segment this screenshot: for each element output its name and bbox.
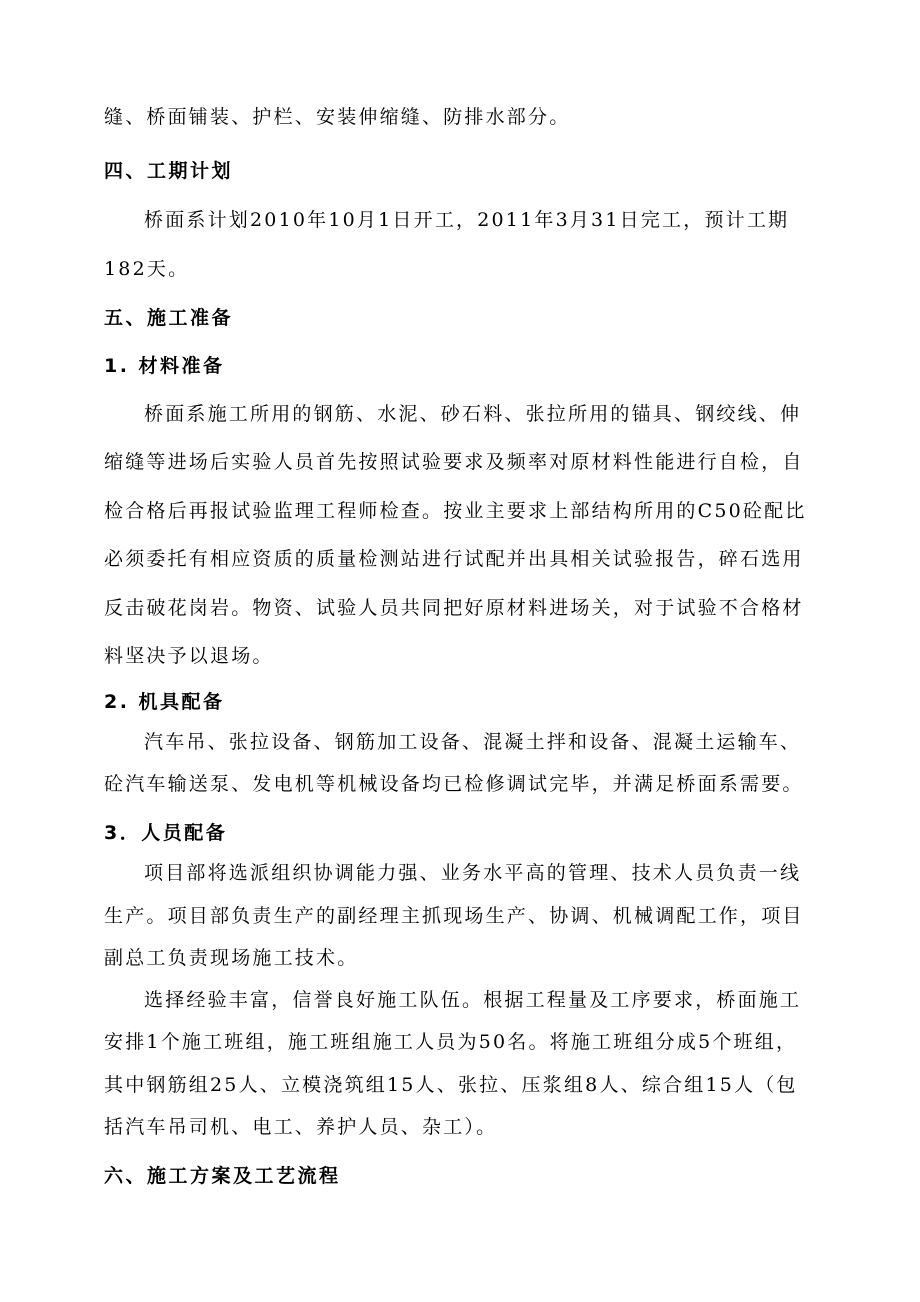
paragraph-line: 项目部将选派组织协调能力强、业务水平高的管理、技术人员负责一线 bbox=[144, 862, 802, 884]
paragraph-line: 其中钢筋组25人、立模浇筑组15人、张拉、压浆组8人、综合组15人（包 bbox=[104, 1074, 798, 1096]
paragraph-line: 反击破花岗岩。物资、试验人员共同把好原材料进场关，对于试验不合格材 bbox=[104, 597, 804, 619]
section-heading: 四、工期计划 bbox=[104, 160, 234, 182]
paragraph-line: 桥面系计划2010年10月1日开工，2011年3月31日完工，预计工期 bbox=[144, 209, 790, 231]
paragraph-line: 缝、桥面铺装、护栏、安装伸缩缝、防排水部分。 bbox=[104, 106, 571, 128]
section-heading: 五、施工准备 bbox=[104, 307, 234, 329]
paragraph-line: 桥面系施工所用的钢筋、水泥、砂石料、张拉所用的锚具、钢绞线、伸 bbox=[144, 403, 802, 425]
paragraph-line: 汽车吊、张拉设备、钢筋加工设备、混凝土拌和设备、混凝土运输车、 bbox=[144, 731, 802, 753]
paragraph-line: 砼汽车输送泵、发电机等机械设备均已检修调试完毕，并满足桥面系需要。 bbox=[104, 773, 804, 795]
subsection-heading: 1. 材料准备 bbox=[104, 355, 225, 377]
paragraph-line: 182天。 bbox=[104, 258, 190, 280]
paragraph-line: 必须委托有相应资质的质量检测站进行试配并出具相关试验报告，碎石选用 bbox=[104, 548, 804, 570]
subsection-heading: 2. 机具配备 bbox=[104, 691, 225, 713]
paragraph-line: 检合格后再报试验监理工程师检查。按业主要求上部结构所用的C50砼配比 bbox=[104, 500, 807, 522]
paragraph-line: 料坚决予以退场。 bbox=[104, 645, 274, 667]
paragraph-line: 缩缝等进场后实验人员首先按照试验要求及频率对原材料性能进行自检，自 bbox=[104, 451, 804, 473]
paragraph-line: 选择经验丰富，信誉良好施工队伍。根据工程量及工序要求，桥面施工 bbox=[144, 989, 802, 1011]
paragraph-line: 副总工负责现场施工技术。 bbox=[104, 947, 359, 969]
subsection-heading: 3．人员配备 bbox=[104, 822, 228, 844]
paragraph-line: 括汽车吊司机、电工、养护人员、杂工）。 bbox=[104, 1116, 498, 1138]
paragraph-line: 生产。项目部负责生产的副经理主抓现场生产、协调、机械调配工作，项目 bbox=[104, 905, 804, 927]
paragraph-line: 安排1个施工班组，施工班组施工人员为50名。将施工班组分成5个班组， bbox=[104, 1031, 798, 1053]
section-heading: 六、施工方案及工艺流程 bbox=[104, 1165, 341, 1187]
